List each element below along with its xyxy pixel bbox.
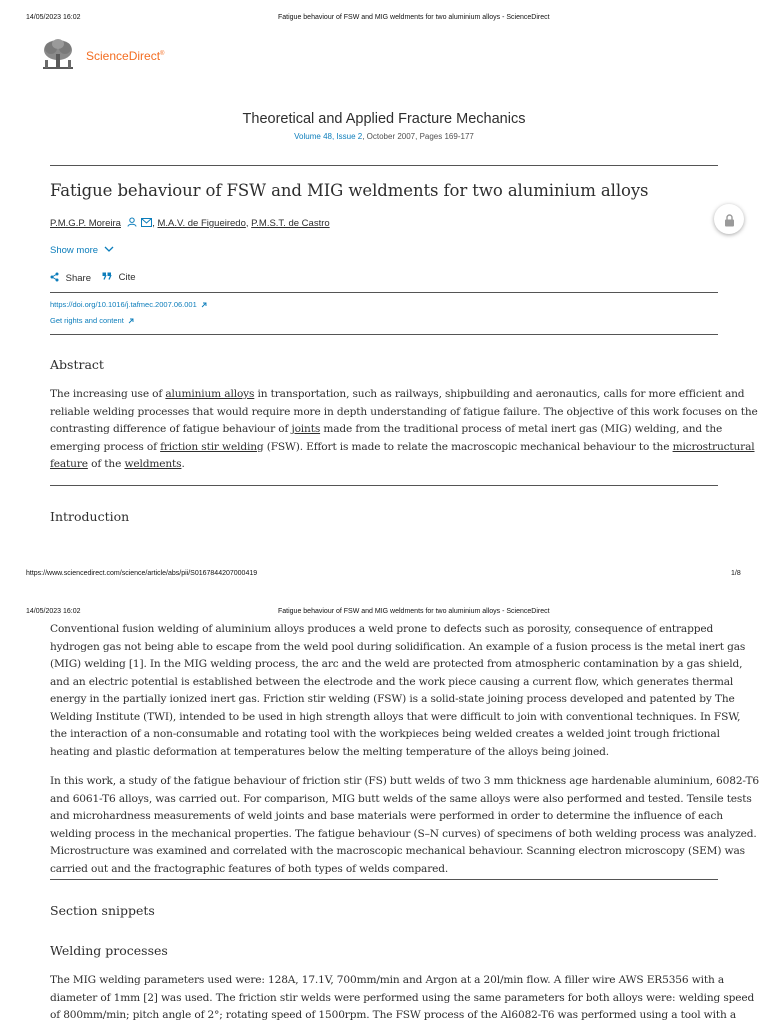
- print-datetime: 14/05/2023 16:02: [26, 14, 81, 21]
- author-link[interactable]: P.M.S.T. de Castro: [251, 218, 330, 230]
- article-title: Fatigue behaviour of FSW and MIG weldments for two aluminium alloys: [50, 181, 649, 200]
- divider: [50, 165, 718, 166]
- term-link[interactable]: friction stir welding: [160, 440, 264, 453]
- abstract-line: contrasting difference of fatigue behaviour of joints made from the traditional process of metal inert gas (MIG) welding, and the: [50, 423, 723, 435]
- divider: [50, 485, 718, 486]
- access-lock-button[interactable]: [714, 204, 744, 234]
- welding-processes-paragraph: The MIG welding parameters used were: 128A, 17.1V, 700mm/min and Argon at a 20l/min flow. A filler wire AWS ER5356 with a diameter of 1mm [2] was used. The friction stir welds were performed using the same parameters for both alloys were: welding speed of 800mm/min; pitch angle of 2°; rotating speed of 1500rpm. The FSW process of the Al6082-T6 was performed using a tool with a: [50, 974, 755, 1021]
- divider: [50, 292, 718, 293]
- print-page-title: Fatigue behaviour of FSW and MIG weldments for two aluminium alloys - ScienceDirect: [278, 14, 550, 21]
- volume-issue-link[interactable]: Volume 48, Issue 2: [294, 132, 363, 141]
- envelope-icon[interactable]: [141, 218, 152, 230]
- welding-processes-heading: Welding processes: [50, 943, 168, 958]
- term-link[interactable]: microstructural: [672, 440, 755, 453]
- share-button[interactable]: Share: [50, 272, 91, 285]
- abstract-body: [50, 386, 758, 474]
- abstract-line: emerging process of friction stir welding (FSW). Effort is made to relate the macroscopic mechanical behaviour to the microstructural: [50, 440, 755, 453]
- sciencedirect-logo-text[interactable]: ScienceDirect®: [86, 49, 165, 63]
- doi-link[interactable]: https://doi.org/10.1016/j.tafmec.2007.06.001: [50, 300, 207, 310]
- section-snippets-heading: Section snippets: [50, 903, 155, 918]
- author-link[interactable]: M.A.V. de Figueiredo: [157, 218, 246, 230]
- introduction-paragraph: Conventional fusion welding of aluminium alloys produces a weld prone to defects such as porosity, consequence of entrapped hydrogen gas not being able to escape from the weld pool during solidification. An example of a fusion process is the metal inert gas (MIG) welding [1]. In the MIG welding process, the arc and the weld are protected from atmospheric contamination by a gas shield, and an electric potential is established between the electrode and the work piece causing a current flow, which generates thermal energy in the partially ionized inert gas. Friction stir welding (FSW) is a solid-state joining process developed and patented by The Welding Institute (TWI), intended to be used in high strength alloys that were difficult to join with conventional techniques. In FSW, the interaction of a non-consumable and rotating tool with the workpieces being welded creates a welded joint trough frictional heating and plastic deformation at temperatures below the melting temperature of the alloys being joined.: [50, 623, 746, 758]
- author-link[interactable]: P.M.G.P. Moreira: [50, 218, 121, 230]
- divider: [50, 879, 718, 880]
- elsevier-tree-logo-icon[interactable]: [39, 38, 77, 72]
- term-link[interactable]: joints: [291, 423, 321, 435]
- introduction-paragraph: In this work, a study of the fatigue behaviour of friction stir (FS) butt welds of two 3 mm thickness age hardenable aluminium, 6082-T6 and 6061-T6 alloys, was carried out. For comparison, MIG butt welds of the same alloys were also performed and tested. Tensile tests and microhardness measurements of weld joints and base materials were performed in order to determine the influence of each welding process in the mechanical properties. The fatigue behaviour (S–N curves) of specimens of both welding process was analyzed. Microstructure was examined and correlated with the macroscopic mechanical behaviour. Scanning electron microscopy (SEM) was carried out and the fractographic features of both types of welds compared.: [50, 775, 759, 875]
- external-arrow-icon: [128, 317, 134, 326]
- show-more-button[interactable]: Show more: [50, 245, 114, 256]
- share-icon: [50, 272, 59, 285]
- term-link[interactable]: weldments: [124, 458, 182, 470]
- abstract-line: The increasing use of aluminium alloys in transportation, such as railways, shipbuilding and aeronautics, calls for more efficient and: [50, 388, 745, 400]
- lock-icon: [724, 212, 735, 231]
- introduction-heading: Introduction: [50, 509, 130, 524]
- abstract-line: feature of the weldments.: [50, 458, 185, 470]
- cite-button[interactable]: Cite: [102, 272, 136, 283]
- person-icon[interactable]: [127, 217, 137, 230]
- author-list: P.M.G.P. Moreira , M.A.V. de Figueiredo, P.M.S.T. de Castro: [50, 218, 330, 230]
- print-page-title: Fatigue behaviour of FSW and MIG weldments for two aluminium alloys - ScienceDirect: [278, 608, 550, 615]
- chevron-down-icon: [104, 245, 114, 256]
- journal-name[interactable]: Theoretical and Applied Fracture Mechanics: [242, 111, 526, 127]
- abstract-line: reliable welding processes that would require more in depth understanding of fatigue failure. The objective of this work focuses on the: [50, 405, 758, 418]
- term-link[interactable]: aluminium alloys: [165, 388, 255, 400]
- rights-link[interactable]: Get rights and content: [50, 316, 134, 326]
- abstract-heading: Abstract: [50, 357, 104, 372]
- external-arrow-icon: [201, 301, 207, 310]
- print-datetime: 14/05/2023 16:02: [26, 608, 81, 615]
- print-url: https://www.sciencedirect.com/science/article/abs/pii/S0167844207000419: [26, 570, 258, 577]
- journal-issue-line: Volume 48, Issue 2, October 2007, Pages 169-177: [294, 132, 474, 141]
- term-link[interactable]: feature: [50, 458, 88, 470]
- print-page-number: 1/8: [731, 570, 741, 577]
- cite-quote-icon: [102, 272, 112, 283]
- divider: [50, 334, 718, 335]
